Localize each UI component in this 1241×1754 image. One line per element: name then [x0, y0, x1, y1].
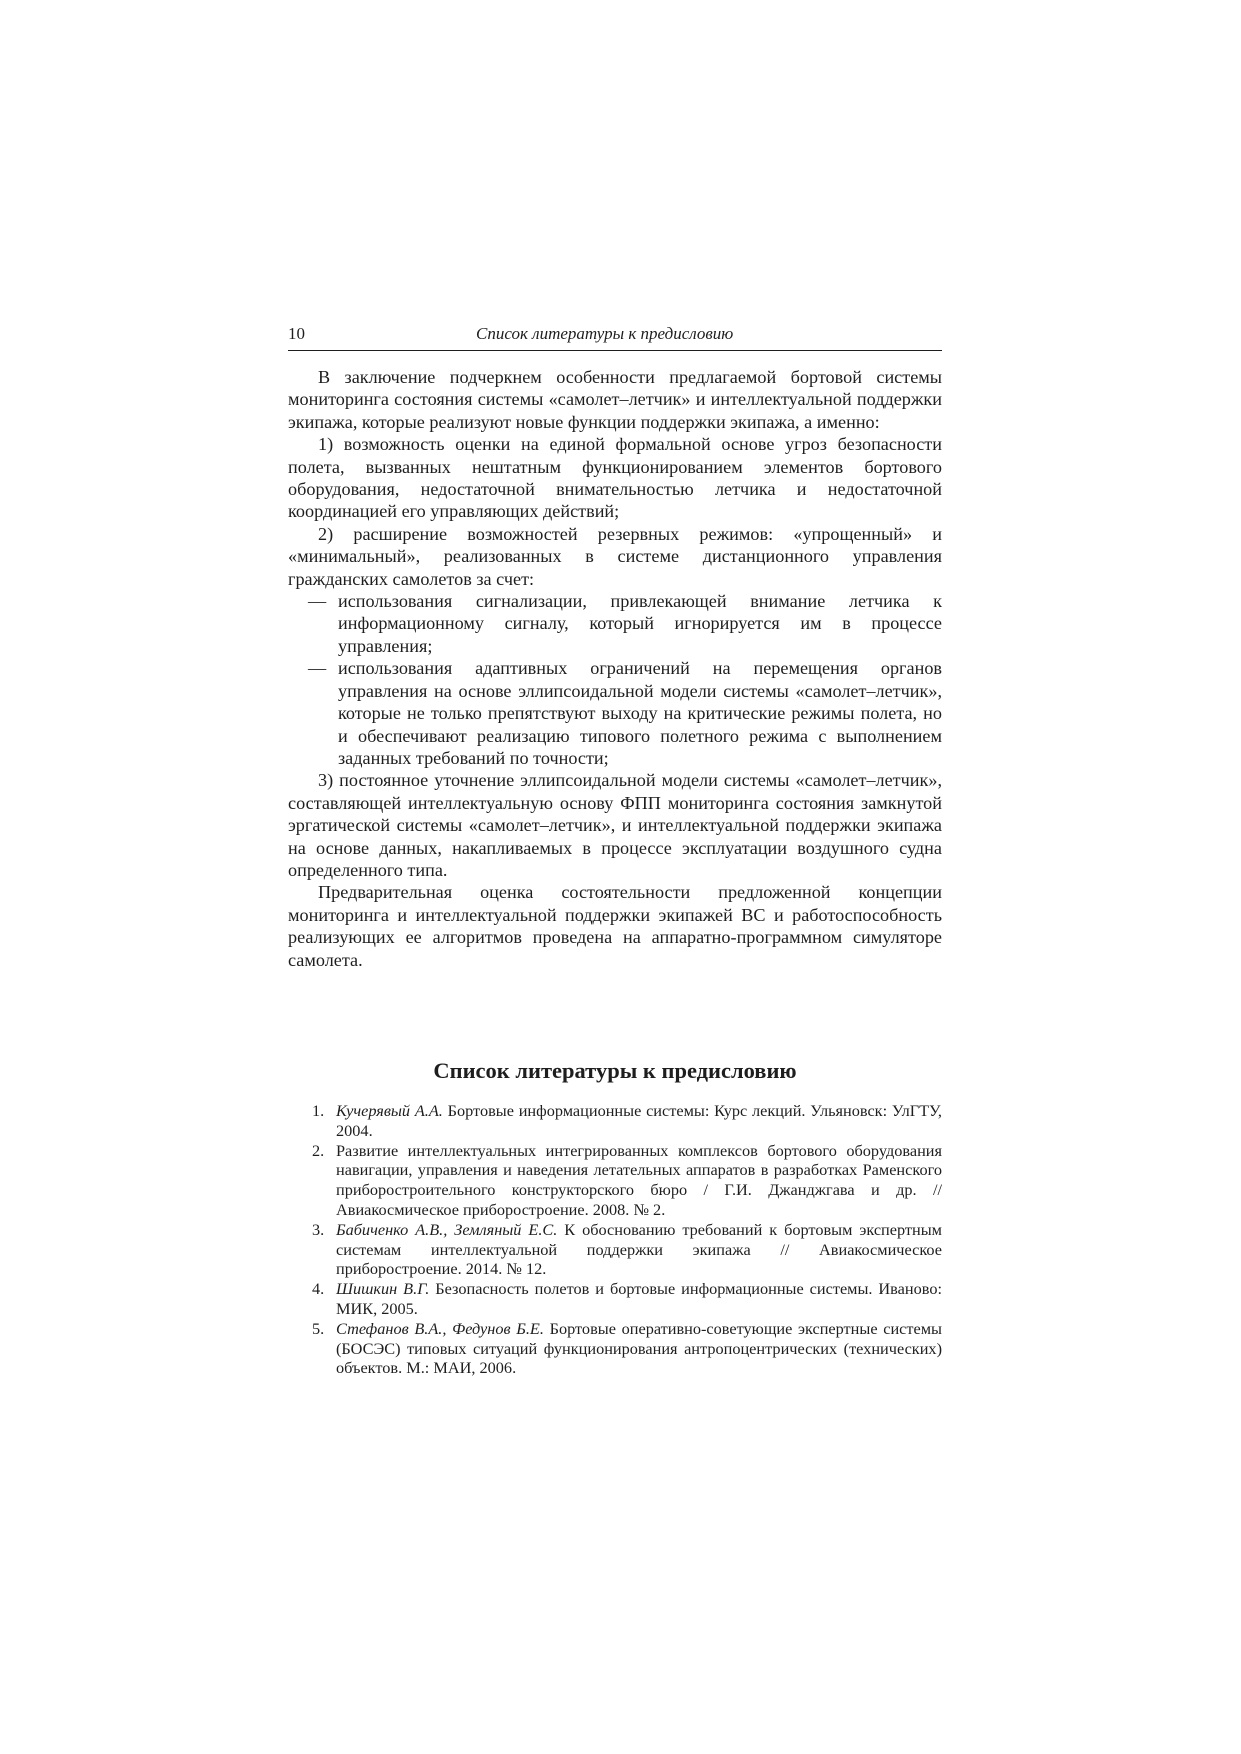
dash-list — [288, 590, 942, 769]
reference-item — [288, 1141, 942, 1220]
reference-authors: Шишкин В.Г. — [336, 1279, 430, 1299]
reference-number: 4. — [312, 1279, 325, 1299]
conclusion-paragraph: Предварительная оценка состоятельности предложенной концепции мониторинга и интеллектуальной поддержки экипажей ВС и работоспособность реализующих ее алгоритмов проведена на аппаратно-программном симуляторе самолета. — [288, 882, 942, 970]
reference-item — [288, 1101, 942, 1141]
reference-text: Бортовые оперативно-советующие экспертные системы (БОСЭС) типовых ситуаций функционирования антропоцентрических (технических) объектов. М.: МАИ, 2006. — [336, 1318, 942, 1378]
list-item-3: 3) постоянное уточнение эллипсоидальной модели системы «самолет–летчик», составляющей интеллектуальную основу ФПП мониторинга состояния замкнутой эргатической системы «самолет–летчик», и интеллектуальной поддержки экипажа на основе данных, накапливаемых в процессе эксплуатации воздушного судна определенного типа. — [288, 770, 942, 880]
body-text — [288, 366, 942, 971]
running-title: Список литературы к предисловию — [476, 324, 734, 343]
dash-list-item: — использования сигнализации, привлекающей внимание летчика к информационному сигналу, который игнорируется им в процессе управления; — [288, 590, 942, 657]
page-number: 10 — [288, 324, 305, 343]
reference-list — [288, 1101, 942, 1378]
reference-item — [288, 1220, 942, 1279]
intro-paragraph: В заключение подчеркнем особенности предлагаемой бортовой системы мониторинга состояния системы «самолет–летчик» и интеллектуальной поддержки экипажа, которые реализуют новые функции поддержки экипажа, а именно: — [288, 367, 942, 432]
reference-item — [288, 1319, 942, 1378]
reference-item — [288, 1279, 942, 1319]
reference-number: 1. — [312, 1101, 325, 1120]
reference-number: 3. — [312, 1219, 325, 1239]
list-item-1: 1) возможность оценки на единой формальной основе угроз безопасности полета, вызванных нештатным функционированием элементов бортового оборудования, недостаточной внимательностью летчика и недостаточной координацией его управляющих действий; — [288, 434, 942, 522]
reference-authors: Бабиченко А.В., Земляный Е.С. — [336, 1219, 558, 1239]
reference-text: Безопасность полетов и бортовые информационные системы. Иваново: МИК, 2005. — [336, 1279, 942, 1318]
reference-authors: Кучерявый А.А. — [336, 1101, 443, 1120]
list-item-2: 2) расширение возможностей резервных режимов: «упрощенный» и «минимальный», реализованных в системе дистанционного управления гражданских самолетов за счет: — [288, 523, 942, 589]
reference-text: Бортовые информационные системы: Курс лекций. Ульяновск: УлГТУ, 2004. — [336, 1101, 942, 1140]
dash-list-item: — использования адаптивных ограничений на перемещения органов управления на основе эллипсоидальной модели системы «самолет–летчик», которые не только препятствуют выходу на критические режимы полета, но и обеспечивают реализацию типового полетного режима с выполнением заданных требований по точности; — [288, 657, 942, 769]
reference-text: К обоснованию требований к бортовым экспертным системам интеллектуальной поддержки экипажа // Авиакосмическое приборостроение. 2014. № 12. — [336, 1219, 942, 1279]
reference-number: 2. — [312, 1140, 325, 1160]
page-header — [288, 322, 942, 351]
section-title: Список литературы к предисловию — [433, 1058, 797, 1083]
reference-text: Развитие интеллектуальных интегрированных комплексов бортового оборудования навигации, управления и наведения летательных аппаратов в разработках Раменского приборостроительного конструкторского бюро / Г.И. Джанджгава и др. // Авиакосмическое приборостроение. 2008. № 2. — [336, 1140, 942, 1219]
reference-authors: Стефанов В.А., Федунов Б.Е. — [336, 1318, 544, 1338]
reference-number: 5. — [312, 1318, 325, 1338]
